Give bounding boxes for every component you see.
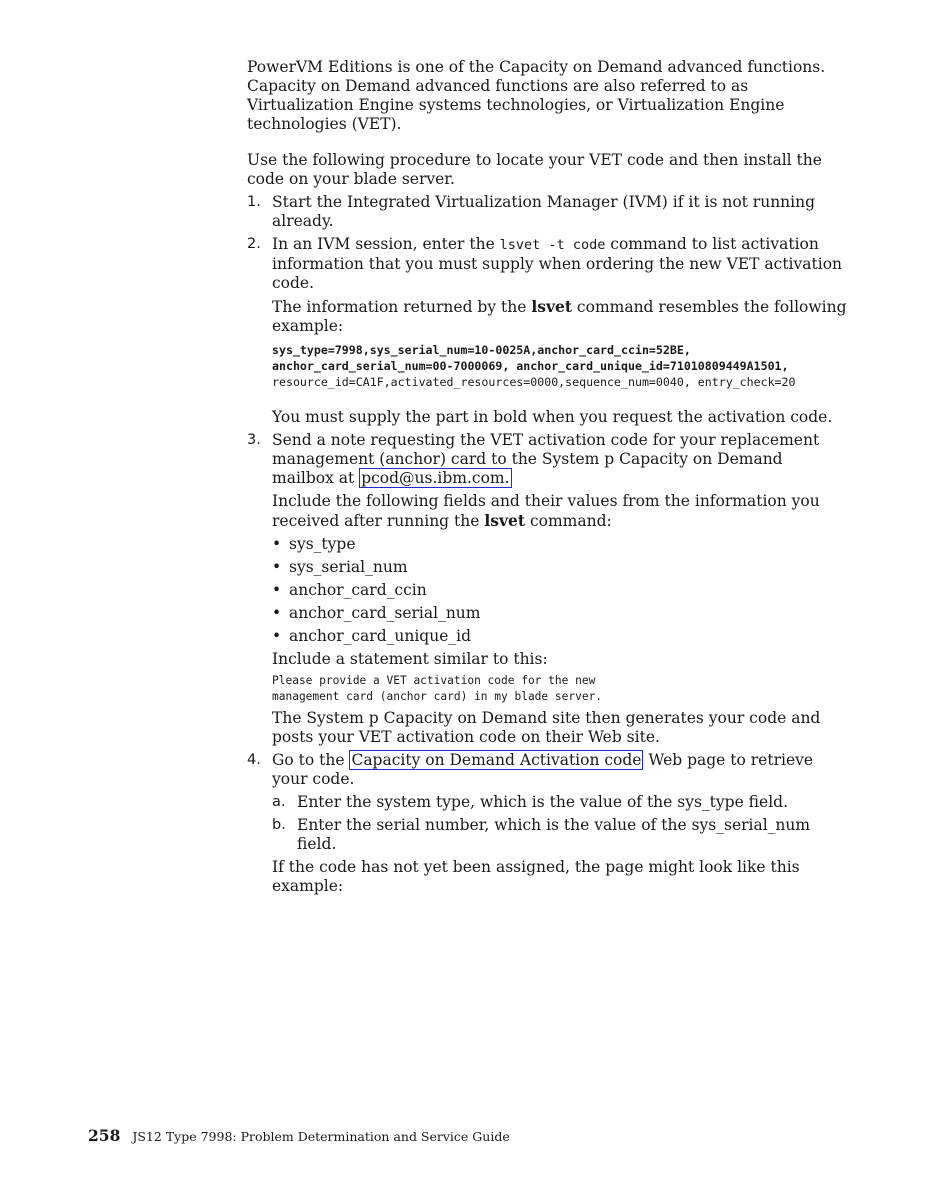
- include-text-end: command:: [525, 512, 612, 530]
- step-text-start: Go to the: [272, 751, 350, 769]
- cod-activation-code-link[interactable]: Capacity on Demand Activation code: [351, 751, 642, 769]
- statement-intro: Include a statement similar to this:: [272, 650, 548, 668]
- bold-part-note: You must supply the part in bold when you request the activation code.: [272, 408, 833, 426]
- step-number: 3.: [247, 432, 261, 448]
- procedure-intro: Use the following procedure to locate your VET code and then install the code on your blade server.: [247, 151, 822, 188]
- step-text: [272, 235, 847, 293]
- substep-letter: a.: [272, 794, 286, 810]
- step-1: [247, 193, 847, 231]
- list-item: [272, 535, 847, 554]
- statement-example: [272, 673, 847, 705]
- step-number: 2.: [247, 236, 261, 252]
- statement-line-2: management card (anchor card) in my blade server.: [272, 690, 603, 703]
- bullet-icon: •: [272, 581, 282, 599]
- field-name: anchor_card_unique_id: [289, 627, 472, 645]
- statement-line-1: Please provide a VET activation code for the new: [272, 674, 596, 687]
- page-number: 258: [88, 1126, 121, 1145]
- step-number: 1.: [247, 194, 261, 210]
- bullet-icon: •: [272, 604, 282, 622]
- substep-b: [272, 816, 847, 854]
- field-name: sys_serial_num: [289, 558, 408, 576]
- code-line-1: sys_type=7998,sys_serial_num=10-0025A,anchor_card_ccin=52BE,: [272, 343, 691, 357]
- step-text-start: In an IVM session, enter the: [272, 235, 500, 253]
- footer-title: JS12 Type 7998: Problem Determination and Service Guide: [132, 1129, 510, 1144]
- lsvet-output-code: [272, 342, 847, 390]
- page-footer: [88, 1126, 510, 1145]
- step-text: Start the Integrated Virtualization Manager (IVM) if it is not running already.: [272, 193, 816, 230]
- code-line-2: anchor_card_serial_num=00-7000069, anchor_card_unique_id=71010809449A1501,: [272, 359, 789, 373]
- info-text-end: command resembles the following example:: [272, 298, 847, 335]
- list-item: [272, 604, 847, 623]
- list-item: [272, 581, 847, 600]
- include-fields-intro: [272, 492, 847, 531]
- substep-text: Enter the system type, which is the value of the sys_type field.: [297, 793, 789, 811]
- lsvet-output-intro: [272, 297, 847, 336]
- step-3: [247, 431, 847, 747]
- field-name: sys_type: [289, 535, 356, 553]
- result-text: The System p Capacity on Demand site then generates your code and posts your VET activation code on their Web site.: [272, 709, 821, 746]
- field-list: [272, 535, 847, 646]
- step-text: [272, 431, 847, 488]
- substep-letter: b.: [272, 817, 286, 833]
- bullet-icon: •: [272, 558, 282, 576]
- step-text-start: Send a note requesting the VET activation code for your replacement management (anchor) card to the System p Capacity on Demand mailbox at: [272, 431, 820, 487]
- substep-text: Enter the serial number, which is the value of the sys_serial_num field.: [297, 816, 811, 853]
- lsvet-command-bold: lsvet: [531, 297, 572, 316]
- step-4: [247, 751, 847, 896]
- bullet-icon: •: [272, 627, 282, 645]
- info-text-start: The information returned by the: [272, 298, 532, 316]
- include-text-start: Include the following fields and their values from the information you received after running the: [272, 492, 820, 530]
- document-body: [247, 58, 847, 896]
- intro-paragraph: PowerVM Editions is one of the Capacity on Demand advanced functions. Capacity on Demand advanced functions are also referred to as Virtualization Engine systems technologies, or Virtualization Engine technologies (VET).: [247, 58, 826, 133]
- bullet-icon: •: [272, 535, 282, 553]
- step-number: 4.: [247, 752, 261, 768]
- code-line-3: resource_id=CA1F,activated_resources=0000,sequence_num=0040, entry_check=20: [272, 375, 796, 389]
- list-item: [272, 558, 847, 577]
- list-item: [272, 627, 847, 646]
- step-2: [247, 235, 847, 427]
- lsvet-command-bold: lsvet: [484, 511, 526, 530]
- field-name: anchor_card_ccin: [289, 581, 427, 599]
- command-lsvet-t-code: lsvet -t code: [499, 237, 606, 253]
- email-link[interactable]: pcod@us.ibm.com.: [361, 469, 510, 487]
- field-name: anchor_card_serial_num: [289, 604, 481, 622]
- step-text: [272, 751, 847, 789]
- step-text-end: command to list activation information that you must supply when ordering the new VET activation code.: [272, 235, 843, 292]
- step-text-end: Web page to retrieve your code.: [272, 751, 814, 788]
- substep-a: [272, 793, 847, 812]
- closing-text: If the code has not yet been assigned, the page might look like this example:: [272, 858, 800, 895]
